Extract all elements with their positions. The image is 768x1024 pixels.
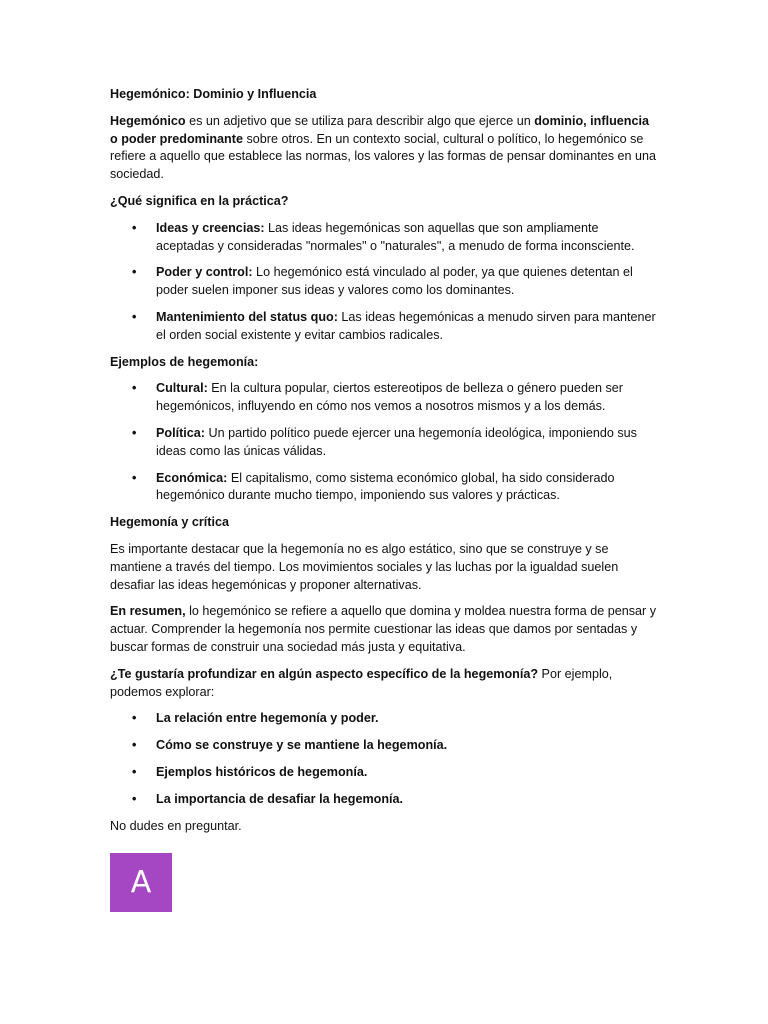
examples-list [110,380,660,505]
list-item [156,380,660,416]
avatar-letter: A [130,865,152,900]
summary-paragraph [110,603,660,656]
document-title: Hegemónico: Dominio y Influencia [110,87,317,101]
list-item: • La importancia de desafiar la hegemonía. [156,791,660,809]
intro-paragraph [110,113,660,184]
avatar [110,853,172,912]
intro-emphasis: dominio, influencia o poder predominante [110,113,649,146]
list-item-label: Económica: [156,470,228,485]
list-item-text: Las ideas hegemónicas a menudo sirven para mantener el orden social existente y evitar cambios radicales. [156,309,656,342]
list-item-label: Política: [156,425,205,440]
document-body [110,86,660,844]
critique-paragraph: Es importante destacar que la hegemonía no es algo estático, sino que se construye y se mantiene a través del tiempo. Los movimientos sociales y las luchas por la igualdad suelen desafiar las ideas hegemónicas y proponer alternativas. [110,541,619,592]
intro-text-1: es un adjetivo que se utiliza para describir algo que ejerce un [185,113,535,128]
summary-label: En resumen, [110,604,186,619]
section-heading-critique: Hegemonía y crítica [110,515,229,530]
list-item-text: Un partido político puede ejercer una hegemonía ideológica, imponiendo sus ideas como las únicas válidas. [156,425,637,458]
summary-text: lo hegemónico se refiere a aquello que domina y moldea nuestra forma de pensar y actuar. Comprender la hegemonía nos permite cuestionar las ideas que damos por sentadas y buscar formas de construir una sociedad más justa y equitativa. [110,604,657,654]
list-item-label: Mantenimiento del status quo: [156,309,338,324]
list-item [156,470,660,506]
section-heading-practice: ¿Qué significa en la práctica? [110,193,289,208]
practice-list [110,220,660,345]
list-item-text: El capitalismo, como sistema económico global, ha sido considerado hegemónico durante mucho tiempo, imponiendo sus valores y prácticas. [156,470,615,503]
list-item-text: En la cultura popular, ciertos estereotipos de belleza o género pueden ser hegemónicos, influyendo en cómo nos vemos a nosotros mismos y a los demás. [156,381,623,414]
intro-text-2: sobre otros. En un contexto social, cultural o político, lo hegemónico se refiere a aquello que establece las normas, los valores y las formas de pensar dominantes en una sociedad. [110,131,657,182]
section-heading-examples: Ejemplos de hegemonía: [110,354,259,369]
list-item-text: Las ideas hegemónicas son aquellas que son ampliamente aceptadas y consideradas "normales" o "naturales", a menudo de forma inconsciente. [156,220,635,253]
list-item-label: Ideas y creencias: [156,220,265,235]
list-item [156,425,660,461]
intro-term: Hegemónico [110,113,186,128]
list-item-label: Poder y control: [156,265,253,280]
closing-line: No dudes en preguntar. [110,818,242,833]
list-item [156,220,660,256]
list-item: • La relación entre hegemonía y poder. [156,710,660,728]
question-paragraph [110,666,660,702]
list-item-text: Lo hegemónico está vinculado al poder, ya que quienes detentan el poder suelen imponer sus ideas y valores como los dominantes. [156,265,633,298]
list-item: • Cómo se construye y se mantiene la hegemonía. [156,737,660,755]
list-item [156,264,660,300]
question-bold: ¿Te gustaría profundizar en algún aspecto específico de la hegemonía? [110,666,539,681]
list-item: • Ejemplos históricos de hegemonía. [156,764,660,782]
topics-list [110,710,660,808]
list-item [156,309,660,345]
question-text: Por ejemplo, podemos explorar: [110,666,613,699]
list-item-label: Cultural: [156,381,208,396]
